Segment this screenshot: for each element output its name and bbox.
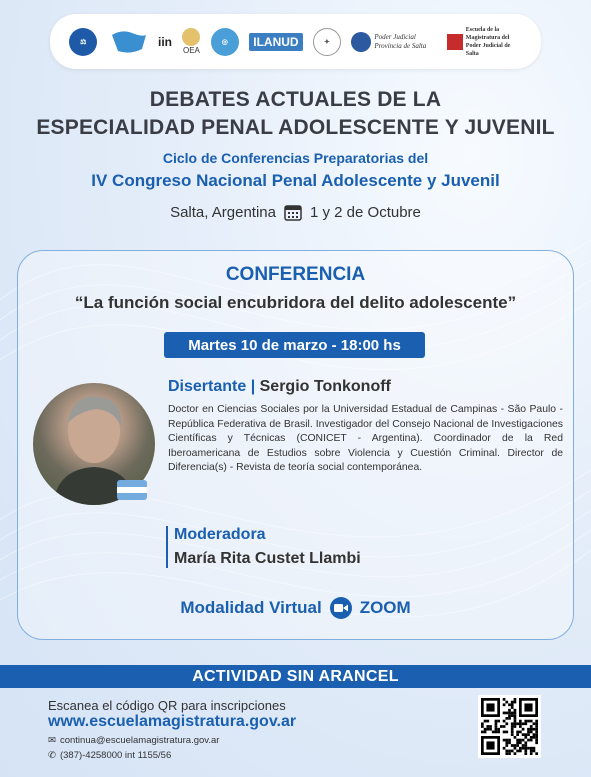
qr-instructions: Escanea el código QR para inscripciones	[48, 698, 286, 713]
oea-logo	[182, 28, 200, 55]
escuela-magistratura-logo	[447, 26, 522, 58]
map-logo	[108, 27, 148, 57]
datetime-badge: Martes 10 de marzo - 18:00 hs	[164, 332, 425, 358]
calendar-icon	[284, 203, 302, 221]
ilanud-logo-text: ILANUD	[249, 33, 302, 51]
judicial-seal-icon	[351, 32, 371, 52]
seal-icon: ✦	[313, 28, 341, 56]
un-emblem-icon: ◎	[211, 28, 239, 56]
speaker-bio: Doctor en Ciencias Sociales por la Universidad Estadual de Campinas - São Paulo - República Federativa de Brasil. Investigador del Consejo Nacional de Investigaciones Científicas y Técnicas (CONICET - Argentina). Coordinador de la Red Iberoamericana de Estudios sobre Violencia y Cuestión Criminal. Director de Diferencia(s) - Revista de teoría social contemporánea.	[168, 404, 563, 473]
speaker-label: Disertante |	[168, 378, 256, 395]
title-line-2: ESPECIALIDAD PENAL ADOLESCENTE Y JUVENIL	[36, 116, 555, 139]
phone-text: (387)-4258000 int 1155/56	[59, 750, 172, 761]
subtitle-line-1: Ciclo de Conferencias Preparatorias del	[162, 150, 429, 166]
iin-logo	[158, 35, 172, 49]
moderator-label: Moderadora	[174, 526, 266, 543]
event-place-date	[0, 203, 591, 221]
phone-icon: ✆	[48, 750, 56, 761]
subtitle-line-2: IV Congreso Nacional Penal Adolescente y Juvenil	[91, 171, 500, 190]
un-logo	[211, 28, 239, 56]
oea-seal-icon	[182, 28, 200, 46]
talk-title: “La función social encubridora del delito adolescente”	[74, 293, 517, 312]
iin-logo-text: iin	[158, 34, 173, 49]
seal-logo	[313, 28, 341, 56]
email-contact	[48, 735, 219, 746]
moderator-block	[166, 526, 361, 568]
platform-label: ZOOM	[359, 598, 411, 617]
poder-judicial-text: Poder Judicial Provincia de Salta	[374, 32, 427, 50]
conference-label: CONFERENCIA	[225, 264, 366, 285]
map-icon	[108, 27, 148, 57]
speaker-heading	[168, 378, 391, 396]
ilanud-logo	[249, 33, 302, 51]
free-activity-banner: ACTIVIDAD SIN ARANCEL	[0, 665, 591, 688]
email-icon: ✉	[48, 735, 56, 746]
title-line-1: DEBATES ACTUALES DE LA	[149, 88, 442, 111]
video-camera-icon	[330, 597, 352, 619]
website-link[interactable]: www.escuelamagistratura.gov.ar	[48, 713, 297, 730]
speaker-name: Sergio Tonkonoff	[259, 378, 391, 395]
institutional-logo-1	[69, 28, 97, 56]
event-dates: 1 y 2 de Octubre	[310, 203, 421, 221]
modality-label: Modalidad Virtual	[180, 598, 322, 617]
logo-bar	[50, 14, 541, 69]
poder-judicial-logo	[351, 32, 436, 52]
qr-code[interactable]	[478, 695, 541, 758]
qr-code-image	[481, 698, 538, 755]
phone-contact	[48, 750, 171, 761]
argentina-flag-icon	[117, 480, 147, 500]
modality	[0, 597, 591, 619]
email-text[interactable]: continua@escuelamagistratura.gov.ar	[59, 735, 220, 746]
crest-icon: ⚖	[69, 28, 97, 56]
escuela-logo-text: Escuela de la Magistratura del Poder Judicial de Salta	[465, 26, 511, 57]
event-place: Salta, Argentina	[170, 203, 276, 221]
moderator-name: María Rita Custet Llambi	[174, 550, 361, 567]
escuela-emblem-icon	[447, 34, 463, 50]
oea-logo-text: OEA	[182, 46, 200, 55]
